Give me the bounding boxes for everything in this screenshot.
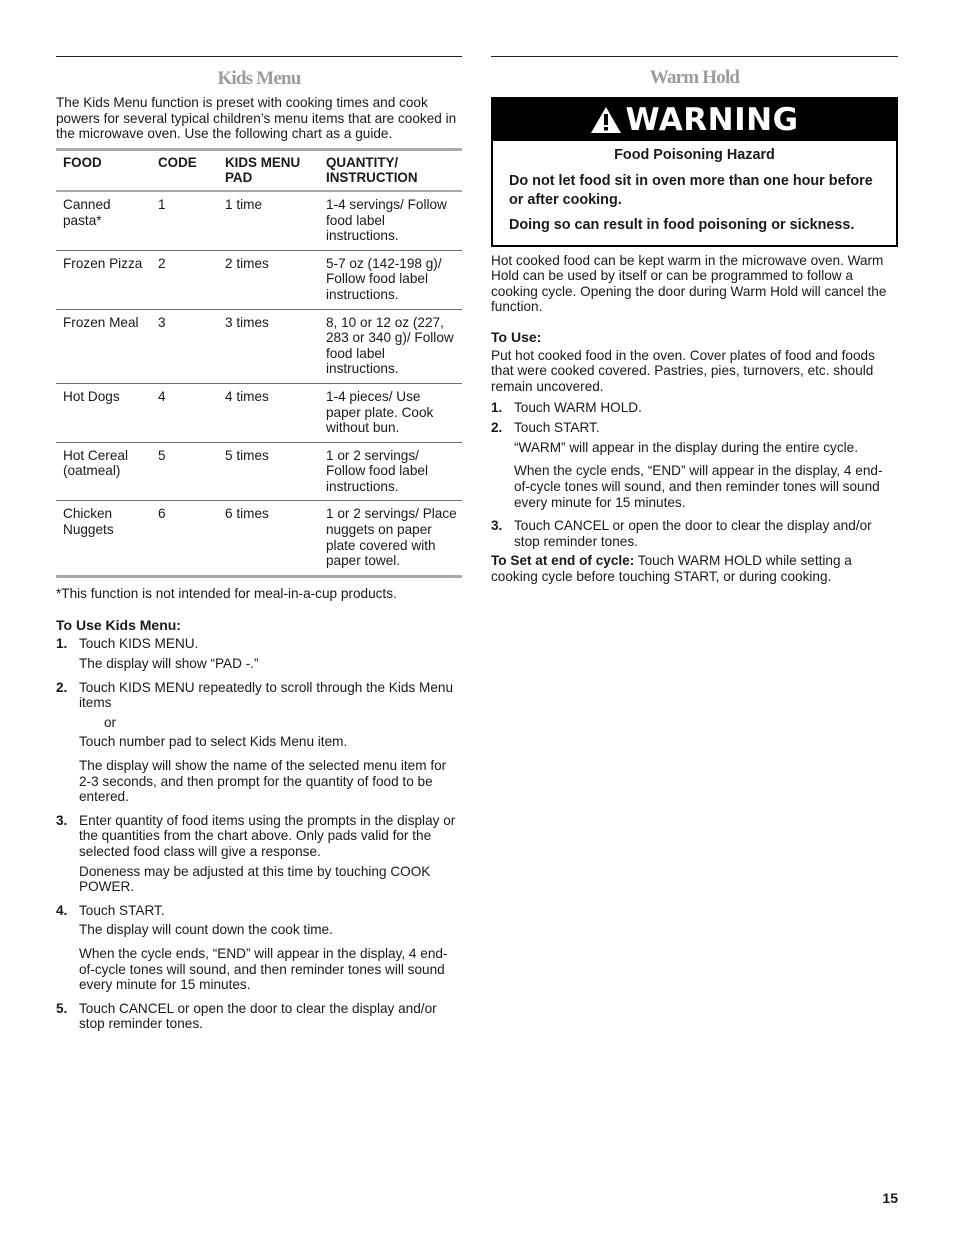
step-3 [491,518,898,549]
step-text: Touch WARM HOLD. [514,399,642,415]
step-text: Enter quantity of food items using the prompts in the display or the quantities from the chart above. Only pads valid for the selected food class will give a response. [79,812,456,859]
step-note: “WARM” will appear in the display during the entire cycle. [514,439,859,455]
warning-label: WARNING [625,102,799,138]
step-note: Doneness may be adjusted at this time by touching COOK POWER. [79,863,431,895]
step-note: When the cycle ends, “END” will appear in the display, 4 end-of-cycle tones will sound, and then reminder tones will sound every minute for 15 minutes. [79,945,448,993]
step-number: 1. [56,636,68,652]
cell-code: 6 [158,506,166,522]
step-or: or [104,714,117,730]
table-row [56,442,462,501]
step-number: 1. [491,399,503,415]
cell-quantity: 1 or 2 servings/ Place nuggets on paper plate covered with paper towel. [326,506,457,569]
cell-food: Frozen Pizza [63,255,143,271]
step-number: 5. [56,1000,68,1016]
step-4 [56,903,462,919]
step-note: The display will show the name of the selected menu item for 2-3 seconds, and then prompt for the quantity of food to be entered. [79,758,447,805]
table-row [56,191,462,250]
step-number: 3. [491,518,503,534]
step-text: Touch KIDS MENU. [79,636,199,652]
cell-quantity: 1-4 servings/ Follow food label instructions. [326,196,447,244]
table-header-row [56,149,462,191]
header-pad: KIDS MENU PAD [225,154,301,186]
warning-header [493,99,896,141]
step-number: 4. [56,902,68,918]
top-rule [491,56,898,57]
table-row [56,383,462,442]
intro-paragraph: The Kids Menu function is preset with cooking times and cook powers for several typical children’s menu items that are cooked in the microwave oven. Use the following chart as a guide. [56,95,457,142]
cell-food: Hot Dogs [63,388,120,404]
step-text: Touch START. [514,420,600,436]
to-use-heading: To Use Kids Menu: [56,617,181,634]
step-number: 2. [56,679,68,695]
cell-code: 4 [158,388,166,404]
cell-food: Hot Cereal (oatmeal) [63,447,128,479]
kids-menu-section [56,56,462,1032]
set-end-label: To Set at end of cycle: [491,553,635,569]
cell-code: 2 [158,255,166,271]
cell-pad: 5 times [225,447,269,463]
cell-code: 1 [158,196,166,212]
warning-line: Do not let food sit in oven more than one hour before or after cooking. [509,173,873,208]
step-2 [56,680,462,711]
section-title: Warm Hold [649,67,740,88]
cell-pad: 6 times [225,506,269,522]
table-row [56,250,462,309]
cell-pad: 4 times [225,388,269,404]
warm-hold-section [491,56,898,585]
step-3 [56,813,462,860]
section-title: Kids Menu [217,68,301,89]
step-text: Touch KIDS MENU repeatedly to scroll through the Kids Menu items [79,679,454,711]
step-1 [491,400,898,416]
header-code: CODE [158,154,197,170]
step-text: Touch CANCEL or open the door to clear the display and/or stop reminder tones. [514,518,872,549]
step-note: When the cycle ends, “END” will appear in the display, 4 end-of-cycle tones will sound, and then reminder tones will sound every minute for 15 minutes. [514,463,883,510]
cell-code: 5 [158,447,166,463]
warning-box [491,97,898,247]
step-note: The display will count down the cook time. [79,922,333,938]
cell-quantity: 1 or 2 servings/ Follow food label instructions. [326,447,429,494]
step-text: Touch CANCEL or open the door to clear the display and/or stop reminder tones. [79,1000,437,1032]
cell-pad: 1 time [225,196,263,212]
cell-food: Canned pasta* [63,196,111,228]
step-text: Touch START. [79,902,165,918]
step-1 [56,636,462,652]
step-2 [491,420,898,436]
hazard-title: Food Poisoning Hazard [614,147,775,163]
cell-pad: 2 times [225,255,269,271]
step-5 [56,1001,462,1032]
cell-pad: 3 times [225,314,269,330]
cell-quantity: 1-4 pieces/ Use paper plate. Cook without bun. [326,388,434,436]
kids-menu-table [56,148,462,578]
step-number: 2. [491,420,503,436]
cell-quantity: 8, 10 or 12 oz (227, 283 or 340 g)/ Follow food label instructions. [326,314,454,377]
set-end-paragraph [491,553,898,584]
header-quantity: QUANTITY/ INSTRUCTION [326,154,418,186]
warning-triangle-icon [590,106,622,134]
cell-food: Frozen Meal [63,314,139,330]
to-use-paragraph: Put hot cooked food in the oven. Cover plates of food and foods that were cooked covered. Pastries, pies, turnovers, etc. should remain uncovered. [491,347,875,395]
table-footnote: *This function is not intended for meal-in-a-cup products. [56,585,397,601]
cell-quantity: 5-7 oz (142-198 g)/ Follow food label instructions. [326,255,442,302]
header-food: FOOD [63,154,102,170]
cell-food: Chicken Nuggets [63,506,114,538]
warning-line: Doing so can result in food poisoning or sickness. [509,217,855,233]
intro-paragraph: Hot cooked food can be kept warm in the microwave oven. Warm Hold can be used by itself or can be programmed to follow a cooking cycle. Opening the door during Warm Hold will cancel the function. [491,252,887,315]
step-note: Touch number pad to select Kids Menu item. [79,734,348,750]
table-row [56,501,462,576]
step-number: 3. [56,812,68,828]
table-row [56,309,462,383]
to-use-heading: To Use: [491,328,542,345]
top-rule [56,56,462,57]
cell-code: 3 [158,314,166,330]
step-note: The display will show “PAD -.” [79,656,259,672]
page-number: 15 [882,1190,898,1206]
set-end-text: Touch WARM HOLD while setting a cooking cycle before touching START, or during cooking. [491,553,852,584]
warning-body [493,141,896,245]
